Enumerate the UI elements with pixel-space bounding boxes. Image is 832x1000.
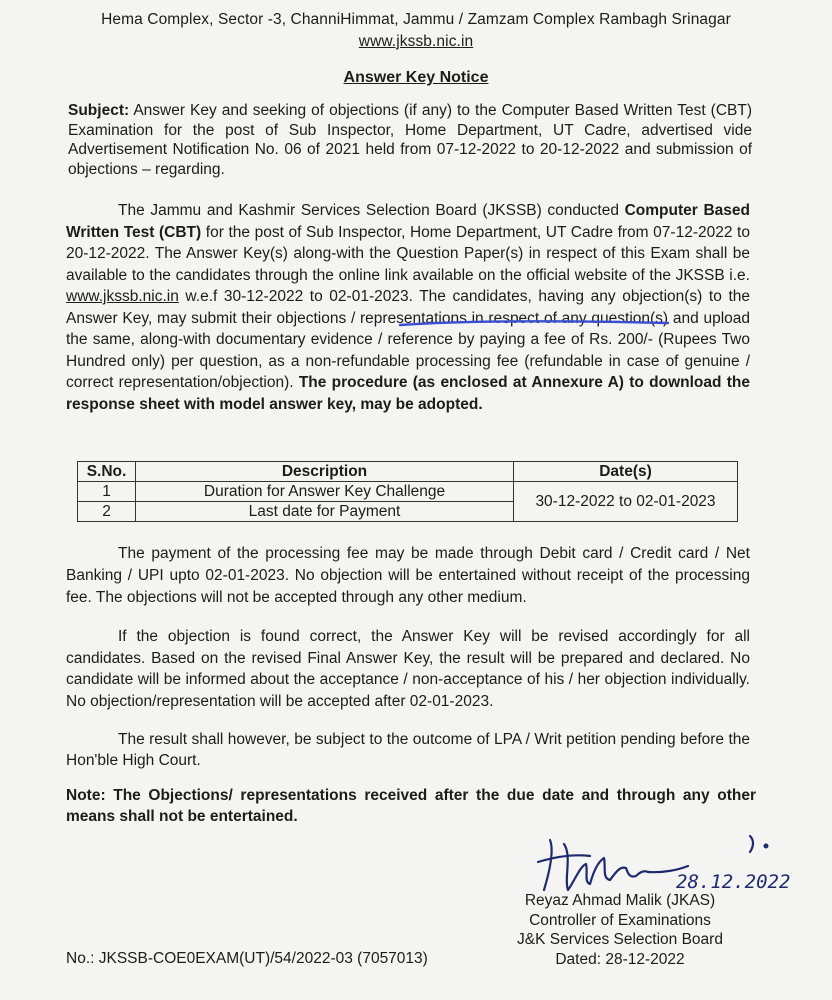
header-dates: Date(s): [514, 462, 738, 482]
para1-text-a: The Jammu and Kashmir Services Selection Board (JKSSB) conducted: [118, 202, 625, 219]
table-header-row: [78, 462, 738, 482]
signatory-board: J&K Services Selection Board: [517, 931, 723, 948]
row2-description: Last date for Payment: [136, 502, 514, 522]
subject-text: Answer Key and seeking of objections (if any) to the Computer Based Written Test (CBT) Examination for the post of Sub Inspector, Home Department, UT Cadre, advertised vide Advertisement Notification No. 06 of 2021 held from 07-12-2022 to 20-12-2022 and submission of objections – regarding.: [68, 102, 753, 178]
signatory-designation: Controller of Examinations: [529, 912, 711, 929]
schedule-table: [77, 461, 738, 522]
para1-bold-cbt: Computer Based Written Test (CBT): [66, 202, 750, 241]
subject-block: Subject: Answer Key and seeking of objections (if any) to the Computer Based Written Test (CBT) Examination for the post of Sub Inspector, Home Department, UT Cadre, advertised vide Advertisement Notification No. 06 of 2021 held from 07-12-2022 to 20-12-2022 and submission of objections – regarding.: [68, 102, 753, 178]
para1-text-b: for the post of Sub Inspector, Home Department, UT Cadre from 07-12-2022 to 20-12-2022. The Answer Key(s) along-with the Question Paper(s) in respect of this Exam shall be available to the candidates through the online link available on the official website of the JKSSB i.e.: [66, 223, 750, 284]
paragraph-cbt-details: [66, 200, 750, 415]
website-line: [0, 33, 832, 51]
row1-sno: 1: [78, 482, 136, 502]
signatory-name: Reyaz Ahmad Malik (JKAS): [524, 892, 716, 909]
reference-number: No.: JKSSB-COE0EXAM(UT)/54/2022-03 (7057013): [66, 950, 428, 967]
paragraph-court: [66, 729, 750, 771]
header-description: Description: [136, 462, 514, 482]
pen-underline-mark: [398, 318, 670, 328]
row1-description: Duration for Answer Key Challenge: [136, 482, 514, 502]
signature-date: 28.12.2022: [676, 871, 791, 893]
office-address: Hema Complex, Sector -3, ChanniHimmat, Jammu / Zamzam Complex Rambagh Srinagar: [101, 11, 731, 28]
para2-text: The payment of the processing fee may be made through Debit card / Credit card / Net Banking / UPI upto 02-01-2023. No objection will be entertained without receipt of the processing fee. The objections will not be accepted through any other medium.: [66, 545, 750, 606]
para1-bold-procedure: The procedure (as enclosed at Annexure A) to download the response sheet with model answer key, may be adopted.: [66, 374, 750, 413]
paragraph-payment: [66, 543, 750, 609]
header-sno: S.No.: [78, 462, 136, 482]
handwritten-signature: [528, 826, 798, 900]
para1-website-link[interactable]: www.jkssb.nic.in: [66, 288, 179, 305]
table-row: [78, 482, 738, 502]
para4-text: The result shall however, be subject to the outcome of LPA / Writ petition pending before the Hon'ble High Court.: [66, 731, 750, 769]
para1-text-c: w.e.f 30-12-2022 to 02-01-2023. The candidates, having any objection(s) to the Answer Key, may submit their objections / representations in respect of any question(s) and upload the same, along-with documentary evidence / reference by paying a fee of Rs. 200/- (Rupees Two Hundred only) per question, as a non-refundable processing fee (refundable in case of genuine / correct representation/objection).: [66, 288, 750, 391]
para3-text: If the objection is found correct, the Answer Key will be revised accordingly for all candidates. Based on the revised Final Answer Key, the result will be prepared and declared. No candidate will be informed about the acceptance / non-acceptance of his / her objection individually. No objection/representation will be accepted after 02-01-2023.: [66, 628, 750, 710]
row2-sno: 2: [78, 502, 136, 522]
website-link[interactable]: www.jkssb.nic.in: [358, 33, 474, 50]
dates-cell: 30-12-2022 to 02-01-2023: [514, 482, 738, 522]
signature-dated: Dated: 28-12-2022: [555, 951, 685, 968]
paragraph-revision: [66, 626, 750, 712]
note-block: Note: The Objections/ representations received after the due date and through any other means shall not be entertained.: [66, 787, 756, 825]
notice-title: Answer Key Notice: [343, 69, 489, 86]
subject-label: Subject: [68, 102, 124, 119]
